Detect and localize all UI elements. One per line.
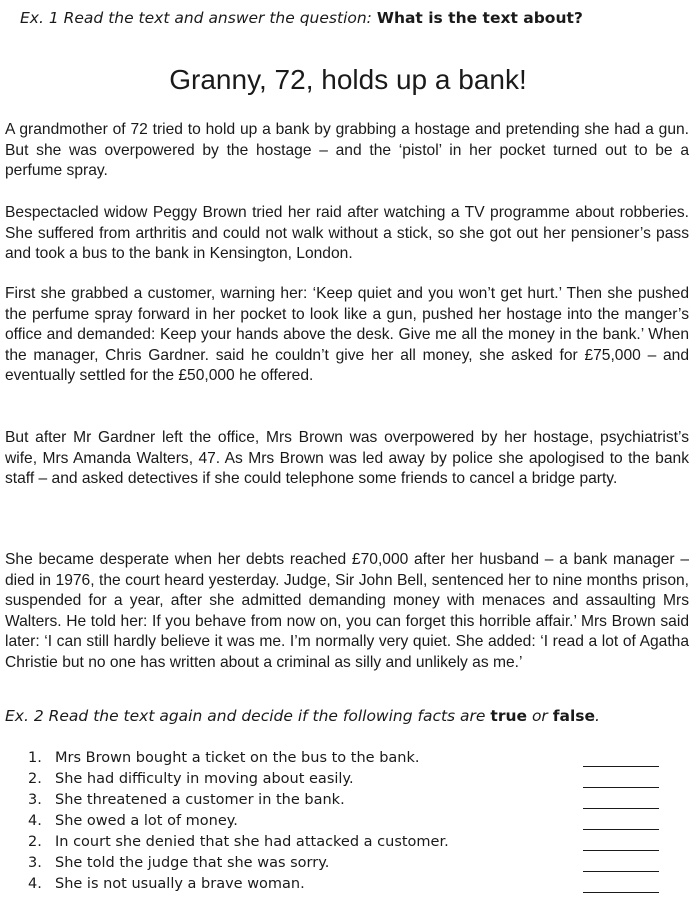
item-number: 3. <box>28 792 42 808</box>
word-false: false <box>552 707 596 725</box>
answer-blank-6[interactable] <box>583 871 659 872</box>
exercise-1-label: Ex. 1 <box>20 9 59 27</box>
word-true: true <box>490 707 528 725</box>
item-number: 2. <box>28 834 42 850</box>
list-item <box>28 874 449 895</box>
word-or: or <box>531 707 548 725</box>
list-item <box>28 832 449 853</box>
item-number: 4. <box>28 813 42 829</box>
item-number: 1. <box>28 750 42 766</box>
item-number: 2. <box>28 771 42 787</box>
item-text: She owed a lot of money. <box>55 813 238 829</box>
list-item <box>28 790 449 811</box>
exercise-2-heading: Ex. 2 Read the text again and decide if the following facts are true or false. <box>5 707 600 725</box>
item-text: She is not usually a brave woman. <box>55 876 305 892</box>
article-paragraph-1: A grandmother of 72 tried to hold up a bank by grabbing a hostage and pretending she had a gun. But she was overpowered by the hostage – and the ‘pistol’ in her pocket turned out to be a perfume spray. <box>5 121 689 179</box>
article-paragraph-2: Bespectacled widow Peggy Brown tried her raid after watching a TV programme about robberies. She suffered from arthritis and could not walk without a stick, so she got out her pensioner’s pass and took a bus to the bank in Kensington, London. <box>5 204 689 262</box>
answer-blank-7[interactable] <box>583 892 659 893</box>
list-item <box>28 853 449 874</box>
exercise-2-label: Ex. 2 <box>5 707 44 725</box>
item-text: She told the judge that she was sorry. <box>55 855 330 871</box>
true-false-list <box>28 748 449 895</box>
list-item <box>28 811 449 832</box>
answer-blank-4[interactable] <box>583 829 659 830</box>
article-paragraph-5: She became desperate when her debts reached £70,000 after her husband – a bank manager – died in 1976, the court heard yesterday. Judge, Sir John Bell, sentenced her to nine months prison, suspended for a year, after she admitted demanding money with menaces and assaulting Mrs Walters. He told her: If you behave from now on, you can forget this horrible affair.’ Mrs Brown said later: ‘I can still hardly believe it was me. I’m normally very quiet. She added: ‘I read a lot of Agatha Christie but no one has written about a criminal as silly and unlikely as me.’ <box>5 551 689 671</box>
list-item <box>28 769 449 790</box>
exercise-1-question: What is the text about? <box>376 9 583 27</box>
article-title: Granny, 72, holds up a bank! <box>169 64 527 95</box>
item-text: Mrs Brown bought a ticket on the bus to the bank. <box>55 750 420 766</box>
answer-blank-1[interactable] <box>583 766 659 767</box>
item-text: In court she denied that she had attacked a customer. <box>55 834 449 850</box>
article-paragraph-4: But after Mr Gardner left the office, Mrs Brown was overpowered by her hostage, psychiatrist’s wife, Mrs Amanda Walters, 47. As Mrs Brown was led away by police she apologised to the bank staff – and asked detectives if she could telephone some friends to cancel a bridge party. <box>5 429 689 487</box>
exercise-1-heading <box>20 9 583 27</box>
item-number: 3. <box>28 855 42 871</box>
item-text: She threatened a customer in the bank. <box>55 792 345 808</box>
list-item <box>28 748 449 769</box>
exercise-1-instruction: Read the text and answer the question: <box>63 9 372 27</box>
article-paragraph-3: First she grabbed a customer, warning her: ‘Keep quiet and you won’t get hurt.’ Then she pushed the perfume spray forward in her pocket to look like a gun, pushed her hostage into the manger’s office and demanded: Keep your hands above the desk. Give me all the money in the bank.’ When the manager, Chris Gardner. said he couldn’t give her all money, she asked for £75,000 – and eventually settled for the £50,000 he offered. <box>5 285 689 384</box>
answer-blank-2[interactable] <box>583 787 659 788</box>
answer-blank-5[interactable] <box>583 850 659 851</box>
exercise-2-instruction: Read the text again and decide if the following facts are <box>48 707 486 725</box>
item-text: She had difficulty in moving about easily. <box>55 771 354 787</box>
item-number: 4. <box>28 876 42 892</box>
answer-blank-3[interactable] <box>583 808 659 809</box>
